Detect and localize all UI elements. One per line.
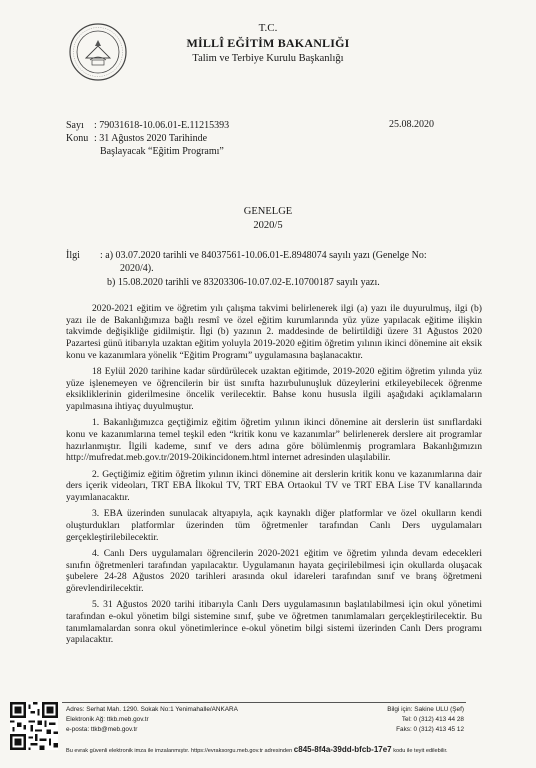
footer-web: Elektronik Ağ: ttkb.meb.gov.tr bbox=[66, 715, 149, 723]
sayi-row bbox=[66, 119, 229, 132]
paragraph: 18 Eylül 2020 tarihine kadar sürdürülecek uzaktan eğitimde, 2019-2020 eğitim öğretim yılında yüz yüze işlenemeyen ve öğrencilerin bir üst sınıfta hazırbulunuşluk düzeylerini etkileyebilecek öğrenme eksikliklerinin giderilmesine öncelik verilecektir. Bahse konu hususla ilgili aşağıdaki açıklamaların yapılmasına ihtiyaç duyulmuştur. bbox=[66, 366, 482, 413]
paragraph: 4. Canlı Ders uygulamaları öğrencilerin 2020-2021 eğitim ve öğretim yılında devam edecekleri sınıfın öğretmenleri tarafından yapılacaktır. Uygulamanın hayata geçirilebilmesi için okullarda oluşacak şubelere 24-28 Ağustos 2020 tarihleri arasında okul idareleri tarafından sınıf ve branş öğretmeni görevlendirilecektir. bbox=[66, 547, 482, 594]
footer-contact bbox=[66, 705, 238, 734]
footer-verification bbox=[66, 745, 448, 754]
paragraph: 5. 31 Ağustos 2020 tarihi itibarıyla Canlı Ders uygulamasının başlatılabilmesi için okul yönetimi tarafından e-okul yönetim bilgi sistemine sınıf, şube ve öğretmen tanımlamaları gerçekleştirilecektir. Bu tanımlamalardan sonra okul yönetimlerince e-okul yönetim bilgi sistemi üzerinden Canlı Ders programı yapılacaktır. bbox=[66, 599, 482, 646]
document-date: 25.08.2020 bbox=[389, 119, 434, 130]
footer-divider bbox=[62, 702, 466, 703]
genelge-title: GENELGE bbox=[243, 206, 293, 217]
verify-suffix: kodu ile teyit edilebilir. bbox=[393, 748, 448, 754]
ilgi-label: İlgi bbox=[66, 250, 80, 261]
qr-code-icon bbox=[10, 702, 58, 750]
paragraph: 3. EBA üzerinden sunulacak altyapıyla, açık kaynaklı diğer platformlar ve özel okulların kendi oluşturdukları platformlar üzerinden tüm öğretmenler tarafından Canlı Ders uygulamaları gerçekleştirilebilecektir. bbox=[66, 508, 482, 543]
verify-prefix: Bu evrak güvenli elektronik imza ile imzalanmıştır. https://evraksorgu.meb.gov.tr adresinden bbox=[66, 748, 293, 754]
ilgi-a-line1: : a) 03.07.2020 tarihli ve 84037561-10.06.01-E.8948074 sayılı yazı (Genelge No: bbox=[100, 250, 427, 261]
footer-info-person: Bilgi için: Sakine ULU (Şef) bbox=[387, 706, 464, 713]
konu-row bbox=[66, 132, 207, 145]
sayi-label: Sayı bbox=[66, 120, 84, 131]
paragraph: 2020-2021 eğitim ve öğretim yılı çalışma takvimi belirlenerek ilgi (a) yazı ile duyurulmuş, ilgi (b) yazı ile de Bakanlığımıza bağlı resmî ve özel eğitim kurumlarında yüz yüze yapılacak eğitime ilişkin takvimde değişikliğe gidilmiştir. İlgi (b) yazının 2. maddesinde de belirtildiği üzere 31 Ağustos 2020 Pazartesi günü itibarıyla uzaktan eğitim yoluyla 2019-2020 eğitim öğretim yılının ikinci dönemine ait eksik konu ve kazanımlara yönelik “Eğitim Programı” uygulamasına başlanacaktır. bbox=[66, 303, 482, 361]
header-ministry: MİLLÎ EĞİTİM BAKANLIĞI bbox=[186, 36, 350, 50]
konu-line1: : 31 Ağustos 2020 Tarihinde bbox=[94, 133, 208, 144]
footer-address: Adres: Serhat Mah. 1290. Sokak No:1 Yenimahalle/ANKARA bbox=[66, 706, 238, 713]
footer-info bbox=[387, 705, 464, 734]
verify-code: c845-8f4a-39dd-bfcb-17e7 bbox=[293, 745, 392, 754]
document-body bbox=[66, 303, 482, 650]
footer-email: e-posta: ttkb@meb.gov.tr bbox=[66, 725, 138, 733]
ilgi-b: b) 15.08.2020 tarihli ve 83203306-10.07.02-E.10700187 sayılı yazı. bbox=[107, 277, 380, 288]
header-tc: T.C. bbox=[258, 22, 278, 34]
paragraph: 2. Geçtiğimiz eğitim öğretim yılının ikinci dönemine ait derslerin kritik konu ve kazanımlarına dair ders içerik videoları, TRT EBA İlkokul TV, TRT EBA Ortaokul TV ve TRT EBA Lise TV kanallarında yayımlanacaktır. bbox=[66, 468, 482, 504]
sayi-value: : 79031618-10.06.01-E.11215393 bbox=[94, 120, 230, 131]
paragraph: 1. Bakanlığımızca geçtiğimiz eğitim öğretim yılının ikinci dönemine ait derslerin üst sınıflardaki konu ve kazanımlarına temel teşkil eden “kritik konu ve kazanımlar” belirlenerek derslere ait programlar hazırlanmıştır. İlgili kademe, sınıf ve ders adına göre bölümlenmiş programlara Bakanlığımızın http://mufredat.meb.gov.tr/2019-20ikincidonem.html internet adresinden ulaşılabilir. bbox=[66, 417, 482, 464]
header-board: Talim ve Terbiye Kurulu Başkanlığı bbox=[192, 53, 344, 64]
konu-line2: Başlayacak “Eğitim Programı” bbox=[100, 146, 224, 157]
konu-label: Konu bbox=[66, 133, 89, 144]
footer-fax: Faks: 0 (312) 413 45 12 bbox=[396, 725, 464, 733]
ilgi-a-line2: 2020/4). bbox=[120, 263, 154, 274]
genelge-number: 2020/5 bbox=[253, 220, 283, 231]
footer-tel: Tel: 0 (312) 413 44 28 bbox=[401, 715, 464, 723]
